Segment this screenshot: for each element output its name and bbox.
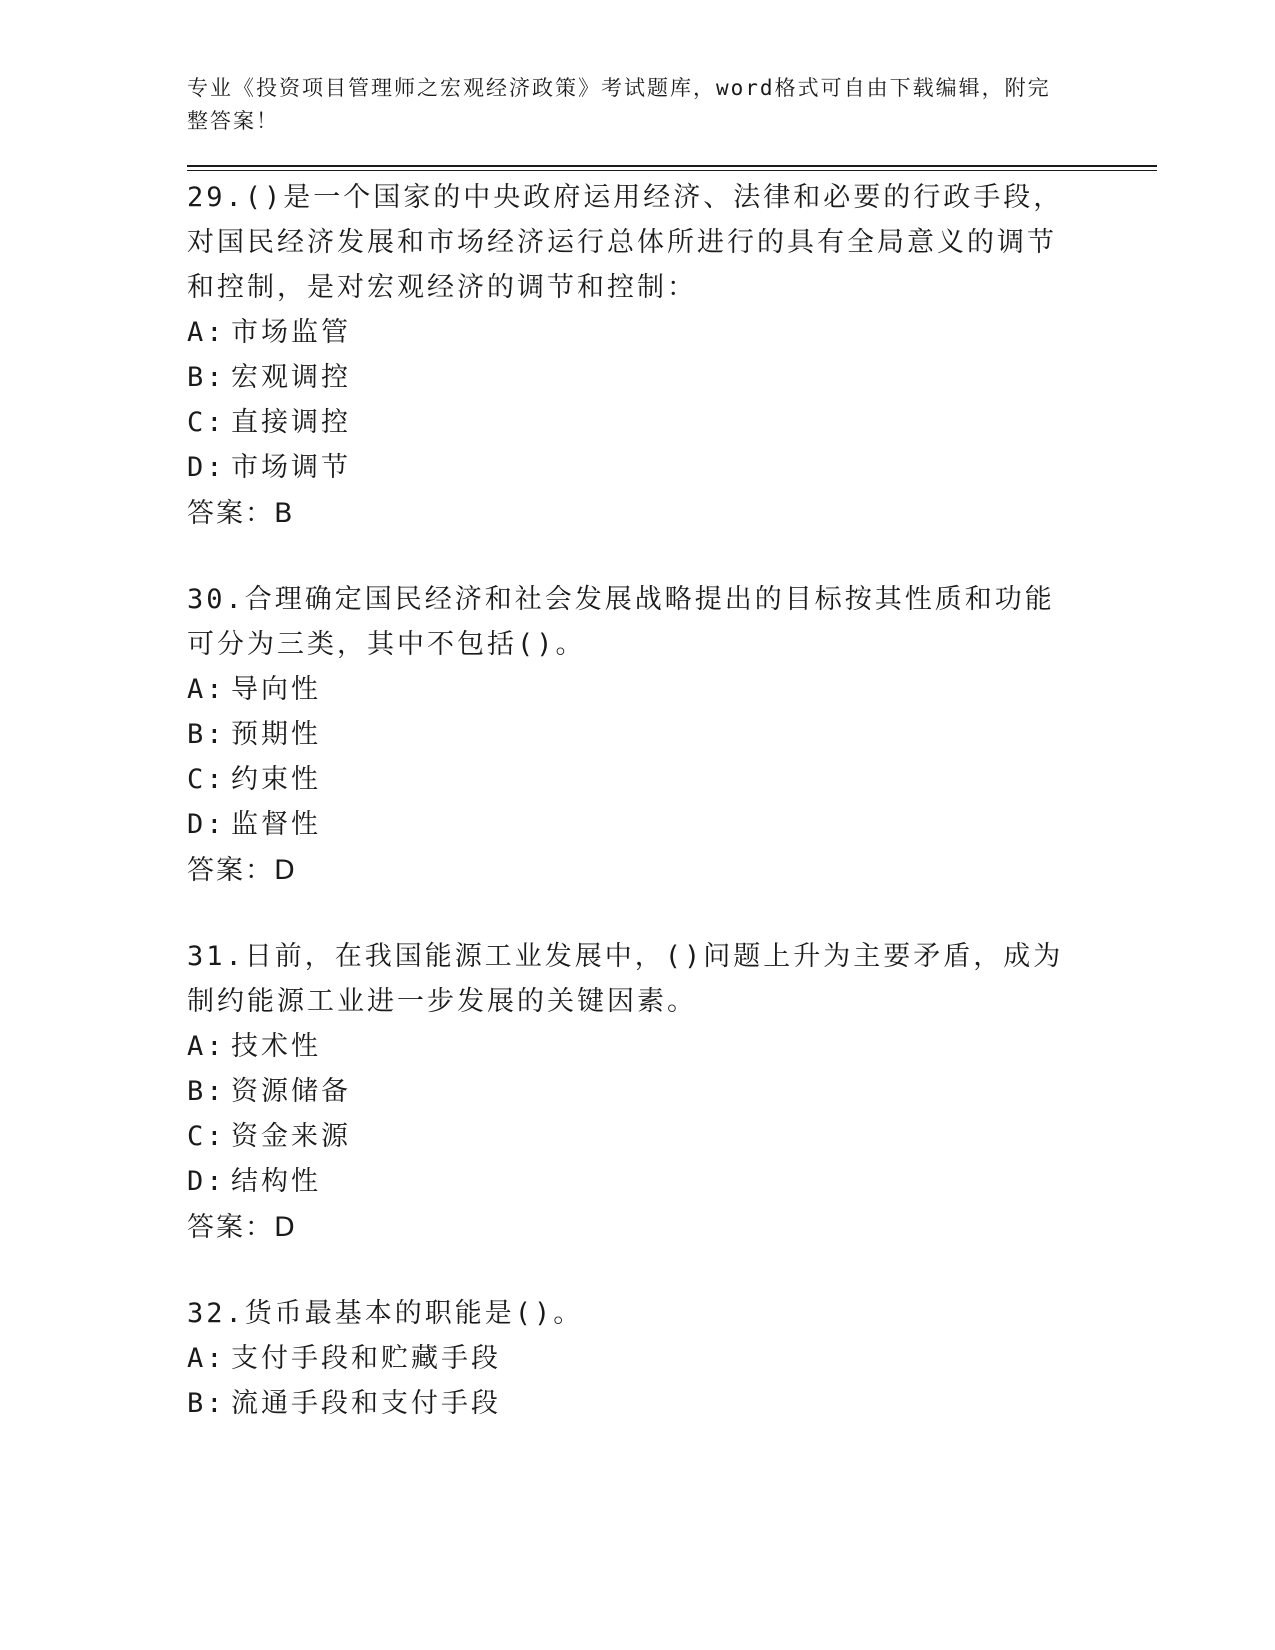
option-key: C: [187, 764, 226, 795]
answer-line: 答案：D [187, 855, 297, 886]
question-32 [187, 1291, 1157, 1426]
option-text: 市场监管 [231, 317, 351, 348]
option-key: C: [187, 407, 226, 438]
question-list [187, 175, 1157, 1426]
question-text: 30.合理确定国民经济和社会发展战略提出的目标按其性质和功能可分为三类，其中不包括()。 [187, 584, 1055, 660]
option-text: 市场调节 [231, 452, 351, 483]
option-d [187, 445, 1157, 490]
option-list [187, 1024, 1157, 1204]
option-text: 流通手段和支付手段 [231, 1388, 501, 1419]
option-text: 导向性 [231, 674, 321, 705]
option-c [187, 757, 1157, 802]
option-key: A: [187, 317, 226, 348]
header-divider [187, 165, 1157, 171]
answer-line: 答案：B [187, 498, 295, 529]
question-30 [187, 577, 1157, 895]
option-c [187, 1114, 1157, 1159]
option-key: B: [187, 1388, 226, 1419]
option-b [187, 355, 1157, 400]
answer-line: 答案：D [187, 1212, 297, 1243]
question-text: 32.货币最基本的职能是()。 [187, 1298, 584, 1329]
option-b [187, 1381, 1157, 1426]
option-a [187, 667, 1157, 712]
option-key: A: [187, 674, 226, 705]
option-b [187, 1069, 1157, 1114]
option-key: B: [187, 719, 226, 750]
option-key: D: [187, 809, 226, 840]
option-text: 预期性 [231, 719, 321, 750]
option-key: C: [187, 1121, 226, 1152]
option-list [187, 1336, 1157, 1426]
option-text: 资金来源 [231, 1121, 351, 1152]
option-text: 约束性 [231, 764, 321, 795]
option-key: A: [187, 1031, 226, 1062]
option-text: 宏观调控 [231, 362, 351, 393]
option-text: 监督性 [231, 809, 321, 840]
option-text: 技术性 [231, 1031, 321, 1062]
question-31 [187, 934, 1157, 1252]
option-list [187, 667, 1157, 847]
option-list [187, 310, 1157, 490]
document-intro: 专业《投资项目管理师之宏观经济政策》考试题库，word格式可自由下载编辑，附完整答案！ [187, 76, 1051, 133]
option-a [187, 1024, 1157, 1069]
document-page [187, 72, 1157, 1465]
option-key: D: [187, 1166, 226, 1197]
option-key: B: [187, 362, 226, 393]
option-text: 结构性 [231, 1166, 321, 1197]
option-text: 直接调控 [231, 407, 351, 438]
option-text: 资源储备 [231, 1076, 351, 1107]
question-text: 31.日前，在我国能源工业发展中，()问题上升为主要矛盾，成为制约能源工业进一步发展的关键因素。 [187, 941, 1064, 1017]
option-d [187, 1159, 1157, 1204]
option-key: D: [187, 452, 226, 483]
option-text: 支付手段和贮藏手段 [231, 1343, 501, 1374]
option-a [187, 310, 1157, 355]
option-a [187, 1336, 1157, 1381]
option-b [187, 712, 1157, 757]
option-c [187, 400, 1157, 445]
question-text: 29.()是一个国家的中央政府运用经济、法律和必要的行政手段，对国民经济发展和市场经济运行总体所进行的具有全局意义的调节和控制，是对宏观经济的调节和控制： [187, 182, 1064, 303]
option-d [187, 802, 1157, 847]
option-key: B: [187, 1076, 226, 1107]
option-key: A: [187, 1343, 226, 1374]
question-29 [187, 175, 1157, 538]
